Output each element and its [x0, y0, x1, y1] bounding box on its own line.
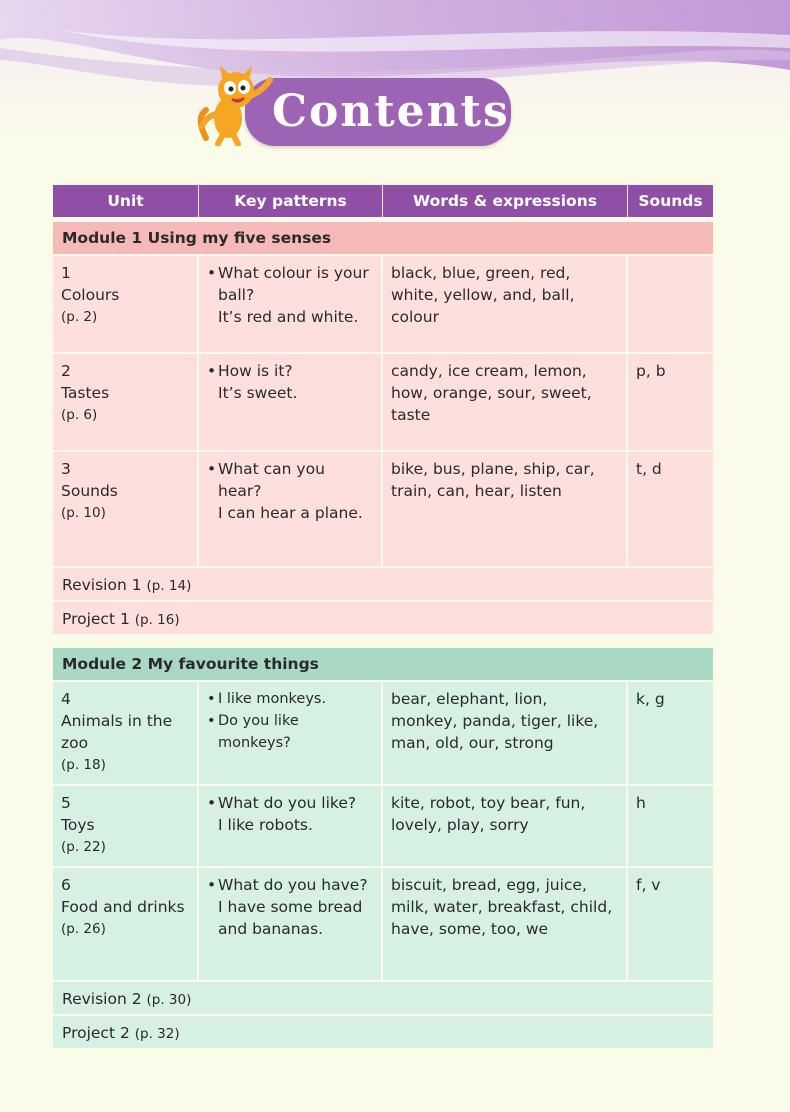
unit-row	[53, 254, 713, 352]
unit-name: Food and drinks	[61, 898, 185, 916]
unit-name: Animals in the zoo	[61, 712, 173, 752]
unit-cell	[53, 682, 199, 784]
key-pattern: What do you like? I like robots.	[218, 794, 357, 834]
unit-row	[53, 784, 713, 866]
sounds-cell: t, d	[636, 460, 662, 478]
key-patterns-cell: • What do you like? I like robots.	[199, 786, 383, 866]
words-cell: black, blue, green, red, white, yellow, and, ball, colour	[383, 256, 628, 352]
unit-number: 2	[61, 362, 71, 380]
unit-number: 3	[61, 460, 71, 478]
project-page: (p. 16)	[134, 612, 180, 628]
words-cell: bear, elephant, lion, monkey, panda, tiger, like, man, old, our, strong	[383, 682, 628, 784]
module-section	[53, 648, 713, 1048]
sounds-cell: k, g	[636, 690, 665, 708]
unit-page: (p. 10)	[61, 505, 106, 521]
unit-page: (p. 22)	[61, 839, 106, 855]
unit-cell	[53, 354, 199, 450]
module-title: Module 2 My favourite things	[53, 648, 713, 680]
contents-table	[53, 185, 713, 1048]
unit-name: Sounds	[61, 482, 118, 500]
project-page: (p. 32)	[134, 1026, 180, 1042]
words-cell: candy, ice cream, lemon, how, orange, sour, sweet, taste	[383, 354, 628, 450]
unit-cell	[53, 256, 199, 352]
unit-name: Toys	[61, 816, 95, 834]
sounds-cell: f, v	[636, 876, 661, 894]
key-pattern: What do you have? I have some bread and bananas.	[218, 876, 368, 938]
revision-row	[53, 980, 713, 1014]
sounds-cell: h	[636, 794, 646, 812]
unit-row	[53, 450, 713, 566]
unit-cell	[53, 868, 199, 980]
revision-page: (p. 30)	[146, 992, 192, 1008]
column-header-sounds: Sounds	[638, 192, 703, 210]
unit-row	[53, 680, 713, 784]
unit-number: 4	[61, 690, 71, 708]
module-title: Module 1 Using my five senses	[53, 222, 713, 254]
project-row	[53, 600, 713, 634]
unit-number: 5	[61, 794, 71, 812]
revision-label: Revision 1	[62, 576, 142, 594]
key-pattern: What colour is your ball? It’s red and white.	[218, 264, 369, 326]
key-pattern: How is it? It’s sweet.	[218, 362, 298, 402]
words-cell: kite, robot, toy bear, fun, lovely, play, sorry	[383, 786, 628, 866]
sounds-cell: p, b	[636, 362, 666, 380]
column-header-unit: Unit	[53, 185, 199, 217]
unit-number: 1	[61, 264, 71, 282]
unit-row	[53, 352, 713, 450]
key-patterns-cell: • What do you have? I have some bread and bananas.	[199, 868, 383, 980]
key-pattern: I like monkeys.	[218, 691, 327, 707]
unit-page: (p. 2)	[61, 309, 98, 325]
revision-label: Revision 2	[62, 990, 142, 1008]
column-header-words: Words & expressions	[383, 185, 628, 217]
unit-page: (p. 18)	[61, 757, 106, 773]
key-patterns-cell: • What colour is your ball? It’s red and white.	[199, 256, 383, 352]
key-pattern: What can you hear? I can hear a plane.	[218, 460, 363, 522]
words-cell: bike, bus, plane, ship, car, train, can, hear, listen	[383, 452, 628, 566]
sounds-cell	[628, 256, 713, 352]
revision-page: (p. 14)	[146, 578, 192, 594]
page-title: Contents	[272, 86, 510, 137]
column-header-key-patterns: Key patterns	[199, 185, 383, 217]
table-header	[53, 185, 713, 217]
unit-cell	[53, 786, 199, 866]
unit-number: 6	[61, 876, 71, 894]
module-section	[53, 222, 713, 634]
key-pattern: Do you like monkeys?	[218, 713, 299, 751]
key-patterns-cell: • How is it? It’s sweet.	[199, 354, 383, 450]
revision-row	[53, 566, 713, 600]
project-label: Project 1	[62, 610, 130, 628]
unit-row	[53, 866, 713, 980]
unit-name: Colours	[61, 286, 120, 304]
unit-name: Tastes	[61, 384, 110, 402]
project-row	[53, 1014, 713, 1048]
key-patterns-cell: • I like monkeys. • Do you like monkeys?	[199, 682, 383, 784]
words-cell: biscuit, bread, egg, juice, milk, water, breakfast, child, have, some, too, we	[383, 868, 628, 980]
unit-page: (p. 26)	[61, 921, 106, 937]
project-label: Project 2	[62, 1024, 130, 1042]
key-patterns-cell: • What can you hear? I can hear a plane.	[199, 452, 383, 566]
unit-cell	[53, 452, 199, 566]
unit-page: (p. 6)	[61, 407, 98, 423]
cat-mascot-icon	[192, 66, 274, 146]
